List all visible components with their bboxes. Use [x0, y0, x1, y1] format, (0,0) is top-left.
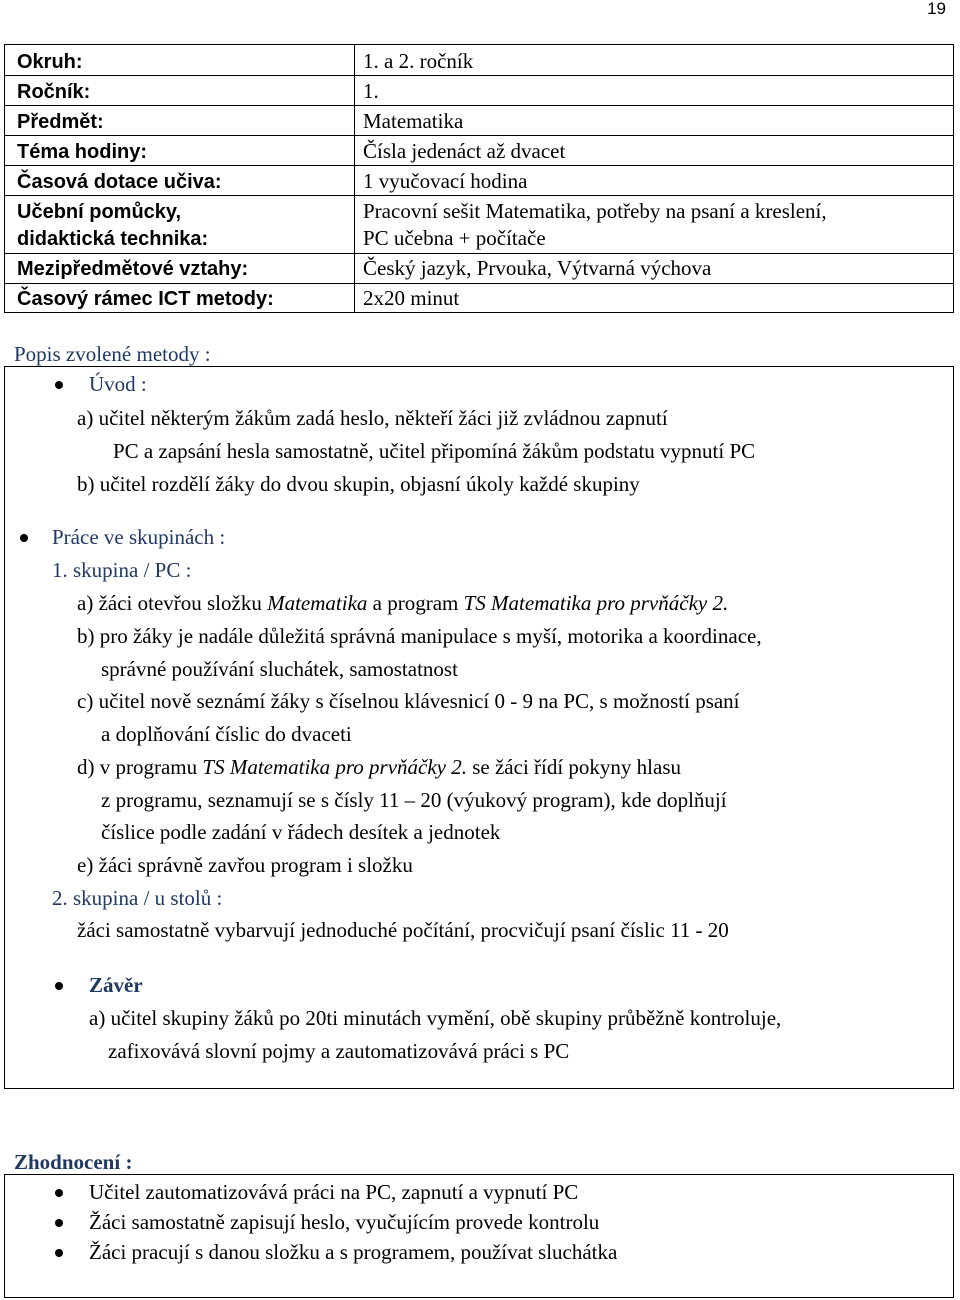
value-mezipredmetove: Český jazyk, Prvouka, Výtvarná výchova	[363, 256, 712, 280]
groups-colon: :	[219, 525, 226, 549]
value-okruh: 1. a 2. ročník	[363, 49, 474, 73]
group1-d-line2: z programu, seznamují se s čísly 11 – 20 (výukový program), kde doplňují	[101, 788, 727, 812]
group1-d-line3: číslice podle zadání v řádech desítek a jednotek	[101, 820, 501, 844]
evaluation-item: Učitel zautomatizovává práci na PC, zapnutí a vypnutí PC	[89, 1180, 579, 1204]
evaluation-item: Žáci samostatně zapisují heslo, vyučujícím provede kontrolu	[89, 1210, 600, 1234]
intro-a-line2: PC a zapsání hesla samostatně, učitel připomíná žákům podstatu vypnutí PC	[113, 439, 756, 463]
row-divider	[5, 135, 953, 136]
conclusion-heading: Závěr	[89, 973, 143, 997]
label-mezipredmetove: Mezipředmětové vztahy:	[17, 258, 249, 280]
row-divider	[5, 253, 953, 254]
program-name: TS Matematika pro prvňáčky 2.	[463, 591, 729, 615]
label-casovy-ramec: Časový rámec ICT metody:	[17, 288, 274, 310]
group1-c-line2: a doplňování číslic do dvaceti	[101, 722, 352, 746]
row-divider	[5, 165, 953, 166]
group1-b-line2: správné používání sluchátek, samostatnost	[101, 657, 458, 681]
group1-a	[77, 593, 728, 614]
group1-a-text: a) žáci otevřou složku	[77, 591, 268, 615]
label-tema: Téma hodiny:	[17, 141, 148, 163]
groups-heading: Práce ve skupinách	[52, 525, 215, 549]
label-casova-dotace: Časová dotace učiva:	[17, 171, 222, 193]
label-pomucky-2: didaktická technika:	[17, 228, 209, 250]
intro-heading: Úvod	[89, 372, 136, 396]
group1-d-text: d) v programu	[77, 755, 203, 779]
group1-b-line1: b) pro žáky je nadále důležitá správná manipulace s myší, motorika a koordinace,	[77, 624, 762, 648]
value-predmet: Matematika	[363, 109, 464, 133]
row-divider	[5, 283, 953, 284]
bullet-icon	[55, 982, 63, 990]
row-divider	[5, 105, 953, 106]
value-pomucky-2: PC učebna + počítače	[363, 226, 546, 250]
bullet-icon	[20, 534, 28, 542]
group1-title: 1. skupina / PC :	[52, 558, 192, 582]
column-divider	[354, 45, 355, 312]
row-divider	[5, 75, 953, 76]
group1-c-line1: c) učitel nově seznámí žáky s číselnou klávesnicí 0 - 9 na PC, s možností psaní	[77, 689, 740, 713]
evaluation-item: Žáci pracují s danou složku a s programem, používat sluchátka	[89, 1240, 618, 1264]
page-number: 19	[927, 0, 946, 18]
label-pomucky: Učební pomůcky,	[17, 201, 182, 223]
bullet-icon	[55, 381, 63, 389]
method-title: Popis zvolené metody :	[14, 342, 211, 366]
program-name: TS Matematika pro prvňáčky 2.	[202, 755, 467, 779]
lesson-info-table	[4, 44, 954, 313]
intro-b: b) učitel rozdělí žáky do dvou skupin, objasní úkoly každé skupiny	[77, 472, 640, 496]
group2-title: 2. skupina / u stolů :	[52, 886, 223, 910]
value-rocnik: 1.	[363, 79, 379, 103]
intro-a-line1: a) učitel některým žákům zadá heslo, někteří žáci již zvládnou zapnutí	[77, 406, 668, 430]
value-tema: Čísla jedenáct až dvacet	[363, 139, 566, 163]
label-rocnik: Ročník:	[17, 81, 91, 103]
folder-name: Matematika	[267, 591, 368, 615]
value-pomucky: Pracovní sešit Matematika, potřeby na psaní a kreslení,	[363, 199, 827, 223]
group2-text: žáci samostatně vybarvují jednoduché počítání, procvičují psaní číslic 11 - 20	[77, 918, 729, 942]
conclusion-a-line2: zafixovává slovní pojmy a zautomatizovává práci s PC	[108, 1039, 570, 1063]
evaluation-title: Zhodnocení :	[14, 1150, 133, 1174]
intro-colon: :	[140, 372, 147, 396]
bullet-icon	[55, 1249, 63, 1257]
bullet-icon	[55, 1189, 63, 1197]
group1-d-post: se žáci řídí pokyny hlasu	[466, 755, 682, 779]
bullet-icon	[55, 1219, 63, 1227]
group1-d-line1	[77, 757, 681, 778]
group1-e: e) žáci správně zavřou program i složku	[77, 853, 413, 877]
conclusion-a-line1: a) učitel skupiny žáků po 20ti minutách vymění, obě skupiny průběžně kontroluje,	[89, 1006, 782, 1030]
row-divider	[5, 195, 953, 196]
value-casovy-ramec: 2x20 minut	[363, 286, 460, 310]
label-okruh: Okruh:	[17, 51, 83, 73]
group1-a-mid: a program	[367, 591, 464, 615]
value-casova-dotace: 1 vyučovací hodina	[363, 169, 528, 193]
label-predmet: Předmět:	[17, 111, 104, 133]
